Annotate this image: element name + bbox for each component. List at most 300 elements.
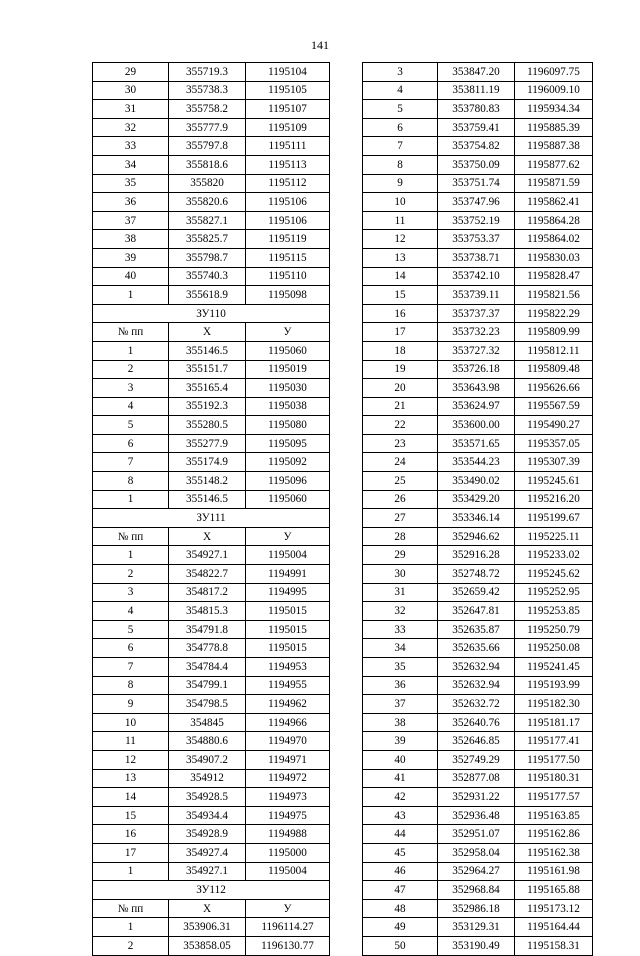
x-coordinate: 355758.2 [169,100,246,119]
y-coordinate: 1195181.17 [515,713,593,732]
point-number: 6 [363,118,438,137]
point-number: 1 [93,286,169,305]
y-coordinate: 1194995 [246,583,330,602]
table-row [93,193,330,212]
x-coordinate: 352968.84 [438,881,515,900]
y-coordinate: 1194971 [246,750,330,769]
page-number: 141 [311,38,329,52]
table-row [93,81,330,100]
y-coordinate: 1195862.41 [515,193,593,212]
point-number: 39 [363,732,438,751]
y-coordinate: 1195119 [246,230,330,249]
point-number: 3 [93,379,169,398]
y-coordinate: 1195158.31 [515,936,593,955]
table-row [93,750,330,769]
y-coordinate: 1195225.11 [515,527,593,546]
point-number: 35 [363,658,438,677]
table-row [363,825,593,844]
table-row [363,379,593,398]
table-row [363,490,593,509]
x-coordinate: 353600.00 [438,416,515,435]
coordinates-table-right [362,62,593,956]
y-coordinate: 1195000 [246,843,330,862]
point-number: 19 [363,360,438,379]
table-row [363,769,593,788]
y-coordinate: 1195193.99 [515,676,593,695]
y-coordinate: 1195095 [246,434,330,453]
x-coordinate: 355192.3 [169,397,246,416]
table-row [93,695,330,714]
x-coordinate: 353726.18 [438,360,515,379]
y-coordinate: 1195252.95 [515,583,593,602]
x-coordinate: 355280.5 [169,416,246,435]
x-coordinate: 355820 [169,174,246,193]
y-coordinate: 1195080 [246,416,330,435]
point-number: 41 [363,769,438,788]
table-row [363,788,593,807]
table-row [93,472,330,491]
x-coordinate: 354778.8 [169,639,246,658]
y-coordinate: 1194962 [246,695,330,714]
point-number: 5 [93,620,169,639]
y-coordinate: 1195177.50 [515,750,593,769]
x-coordinate: 355174.9 [169,453,246,472]
x-coordinate: 355798.7 [169,248,246,267]
x-coordinate: 352640.76 [438,713,515,732]
point-number: 46 [363,862,438,881]
y-coordinate: 1195177.41 [515,732,593,751]
table-row [93,713,330,732]
table-row [93,862,330,881]
table-row [93,63,330,82]
table-row [363,397,593,416]
point-number: 16 [363,304,438,323]
table-row [93,732,330,751]
point-number: 40 [363,750,438,769]
x-coordinate: 353429.20 [438,490,515,509]
y-coordinate: 1194970 [246,732,330,751]
section-title: ЗУ112 [93,881,330,900]
x-coordinate: 355738.3 [169,81,246,100]
point-number: 34 [363,639,438,658]
table-row [363,936,593,955]
table-row [363,881,593,900]
x-coordinate: 355827.1 [169,211,246,230]
point-number: 13 [363,248,438,267]
y-coordinate: 1195105 [246,81,330,100]
x-coordinate: 353750.09 [438,155,515,174]
y-coordinate: 1195112 [246,174,330,193]
column-header: № пп [93,323,169,342]
x-coordinate: 354912 [169,769,246,788]
y-coordinate: 1195173.12 [515,899,593,918]
x-coordinate: 355618.9 [169,286,246,305]
x-coordinate: 353754.82 [438,137,515,156]
table-row [93,936,330,955]
table-row [363,434,593,453]
x-coordinate: 353190.49 [438,936,515,955]
table-row [363,472,593,491]
y-coordinate: 1195490.27 [515,416,593,435]
table-row [363,63,593,82]
table-row [93,806,330,825]
y-coordinate: 1195864.02 [515,230,593,249]
x-coordinate: 354791.8 [169,620,246,639]
table-row [93,843,330,862]
x-coordinate: 355277.9 [169,434,246,453]
y-coordinate: 1194973 [246,788,330,807]
x-coordinate: 354907.2 [169,750,246,769]
point-number: 37 [93,211,169,230]
point-number: 11 [363,211,438,230]
y-coordinate: 1195092 [246,453,330,472]
x-coordinate: 353811.19 [438,81,515,100]
y-coordinate: 1195110 [246,267,330,286]
point-number: 10 [363,193,438,212]
x-coordinate: 352632.94 [438,658,515,677]
point-number: 23 [363,434,438,453]
column-header: У [246,899,330,918]
table-row [93,602,330,621]
table-row [363,750,593,769]
table-row [363,658,593,677]
x-coordinate: 353732.23 [438,323,515,342]
table-row [363,620,593,639]
table-row [363,676,593,695]
point-number: 14 [363,267,438,286]
column-header: № пп [93,899,169,918]
x-coordinate: 353490.02 [438,472,515,491]
y-coordinate: 1195885.39 [515,118,593,137]
x-coordinate: 355148.2 [169,472,246,491]
y-coordinate: 1195113 [246,155,330,174]
point-number: 32 [363,602,438,621]
column-header: Х [169,323,246,342]
x-coordinate: 352931.22 [438,788,515,807]
point-number: 16 [93,825,169,844]
table-row [93,379,330,398]
x-coordinate: 355820.6 [169,193,246,212]
y-coordinate: 1195245.61 [515,472,593,491]
table-row [93,360,330,379]
y-coordinate: 1194988 [246,825,330,844]
y-coordinate: 1195307.39 [515,453,593,472]
point-number: 47 [363,881,438,900]
y-coordinate: 1195822.29 [515,304,593,323]
point-number: 33 [93,137,169,156]
point-number: 2 [93,565,169,584]
table-row [363,713,593,732]
table-row [93,434,330,453]
point-number: 22 [363,416,438,435]
table-row [363,155,593,174]
y-coordinate: 1195096 [246,472,330,491]
y-coordinate: 1195162.38 [515,843,593,862]
y-coordinate: 1195887.38 [515,137,593,156]
x-coordinate: 353752.19 [438,211,515,230]
x-coordinate: 353906.31 [169,918,246,937]
point-number: 11 [93,732,169,751]
x-coordinate: 353544.23 [438,453,515,472]
point-number: 25 [363,472,438,491]
x-coordinate: 352964.27 [438,862,515,881]
table-row [93,286,330,305]
y-coordinate: 1195357.05 [515,434,593,453]
point-number: 4 [93,397,169,416]
point-number: 3 [363,63,438,82]
column-header: Х [169,527,246,546]
table-row [93,174,330,193]
y-coordinate: 1195106 [246,193,330,212]
point-number: 32 [93,118,169,137]
point-number: 9 [363,174,438,193]
point-number: 33 [363,620,438,639]
x-coordinate: 354927.1 [169,862,246,881]
point-number: 31 [363,583,438,602]
x-coordinate: 355797.8 [169,137,246,156]
x-coordinate: 352632.72 [438,695,515,714]
x-coordinate: 354928.9 [169,825,246,844]
x-coordinate: 354927.4 [169,843,246,862]
x-coordinate: 353753.37 [438,230,515,249]
table-row [363,323,593,342]
table-row [93,397,330,416]
y-coordinate: 1195250.79 [515,620,593,639]
point-number: 24 [363,453,438,472]
y-coordinate: 1194955 [246,676,330,695]
x-coordinate: 354927.1 [169,546,246,565]
x-coordinate: 352936.48 [438,806,515,825]
x-coordinate: 352646.85 [438,732,515,751]
table-row [363,267,593,286]
y-coordinate: 1195004 [246,862,330,881]
point-number: 26 [363,490,438,509]
y-coordinate: 1195821.56 [515,286,593,305]
point-number: 27 [363,509,438,528]
x-coordinate: 352951.07 [438,825,515,844]
x-coordinate: 352877.08 [438,769,515,788]
table-row [93,788,330,807]
point-number: 8 [93,676,169,695]
table-row [93,416,330,435]
y-coordinate: 1195019 [246,360,330,379]
y-coordinate: 1195245.62 [515,565,593,584]
point-number: 15 [363,286,438,305]
point-number: 5 [363,100,438,119]
column-header: № пп [93,527,169,546]
y-coordinate: 1195812.11 [515,341,593,360]
x-coordinate: 354880.6 [169,732,246,751]
point-number: 2 [93,936,169,955]
y-coordinate: 1195164.44 [515,918,593,937]
x-coordinate: 353738.71 [438,248,515,267]
table-row [363,862,593,881]
point-number: 17 [363,323,438,342]
point-number: 13 [93,769,169,788]
table-row [93,639,330,658]
table-row [363,304,593,323]
y-coordinate: 1195104 [246,63,330,82]
table-row [363,286,593,305]
y-coordinate: 1195809.99 [515,323,593,342]
x-coordinate: 352748.72 [438,565,515,584]
column-header: У [246,323,330,342]
point-number: 39 [93,248,169,267]
y-coordinate: 1195030 [246,379,330,398]
point-number: 4 [93,602,169,621]
x-coordinate: 353759.41 [438,118,515,137]
table-row [363,843,593,862]
x-coordinate: 353129.31 [438,918,515,937]
y-coordinate: 1194966 [246,713,330,732]
y-coordinate: 1195015 [246,620,330,639]
y-coordinate: 1195871.59 [515,174,593,193]
table-row [363,341,593,360]
point-number: 7 [93,658,169,677]
table-row [363,211,593,230]
x-coordinate: 352946.62 [438,527,515,546]
point-number: 7 [93,453,169,472]
x-coordinate: 355777.9 [169,118,246,137]
column-header-row [93,527,330,546]
y-coordinate: 1195111 [246,137,330,156]
point-number: 36 [93,193,169,212]
x-coordinate: 353739.11 [438,286,515,305]
table-row [93,490,330,509]
x-coordinate: 355165.4 [169,379,246,398]
point-number: 36 [363,676,438,695]
table-row [93,676,330,695]
y-coordinate: 1195115 [246,248,330,267]
point-number: 45 [363,843,438,862]
point-number: 48 [363,899,438,918]
y-coordinate: 1195060 [246,341,330,360]
y-coordinate: 1195109 [246,118,330,137]
table-row [93,267,330,286]
section-title-row [93,881,330,900]
point-number: 40 [93,267,169,286]
table-row [93,155,330,174]
table-row [93,546,330,565]
point-number: 31 [93,100,169,119]
point-number: 2 [93,360,169,379]
y-coordinate: 1195098 [246,286,330,305]
table-row [93,230,330,249]
y-coordinate: 1195216.20 [515,490,593,509]
y-coordinate: 1195161.98 [515,862,593,881]
x-coordinate: 355740.3 [169,267,246,286]
x-coordinate: 353780.83 [438,100,515,119]
y-coordinate: 1195877.62 [515,155,593,174]
point-number: 6 [93,639,169,658]
table-row [363,174,593,193]
point-number: 29 [363,546,438,565]
table-row [93,211,330,230]
y-coordinate: 1196009.10 [515,81,593,100]
x-coordinate: 355151.7 [169,360,246,379]
section-title-row [93,304,330,323]
point-number: 29 [93,63,169,82]
table-row [363,583,593,602]
table-row [93,658,330,677]
x-coordinate: 355146.5 [169,490,246,509]
y-coordinate: 1194991 [246,565,330,584]
table-row [93,769,330,788]
y-coordinate: 1195015 [246,639,330,658]
point-number: 1 [93,862,169,881]
table-row [363,527,593,546]
x-coordinate: 352635.66 [438,639,515,658]
point-number: 30 [363,565,438,584]
x-coordinate: 352916.28 [438,546,515,565]
y-coordinate: 1195934.34 [515,100,593,119]
point-number: 17 [93,843,169,862]
y-coordinate: 1196114.27 [246,918,330,937]
table-row [363,230,593,249]
point-number: 5 [93,416,169,435]
point-number: 15 [93,806,169,825]
y-coordinate: 1195060 [246,490,330,509]
point-number: 50 [363,936,438,955]
table-row [363,899,593,918]
x-coordinate: 352635.87 [438,620,515,639]
point-number: 10 [93,713,169,732]
x-coordinate: 354784.4 [169,658,246,677]
x-coordinate: 355719.3 [169,63,246,82]
section-title: ЗУ111 [93,509,330,528]
point-number: 49 [363,918,438,937]
x-coordinate: 353847.20 [438,63,515,82]
table-row [363,639,593,658]
y-coordinate: 1195165.88 [515,881,593,900]
table-row [363,137,593,156]
table-row [363,546,593,565]
column-header-row [93,323,330,342]
section-title-row [93,509,330,528]
y-coordinate: 1194953 [246,658,330,677]
table-row [93,453,330,472]
x-coordinate: 352749.29 [438,750,515,769]
point-number: 12 [93,750,169,769]
point-number: 28 [363,527,438,546]
y-coordinate: 1195567.59 [515,397,593,416]
x-coordinate: 352647.81 [438,602,515,621]
x-coordinate: 354822.7 [169,565,246,584]
y-coordinate: 1195626.66 [515,379,593,398]
y-coordinate: 1195162.86 [515,825,593,844]
table-row [363,695,593,714]
table-row [363,360,593,379]
table-row [363,193,593,212]
table-row [93,341,330,360]
point-number: 37 [363,695,438,714]
y-coordinate: 1195015 [246,602,330,621]
y-coordinate: 1195253.85 [515,602,593,621]
x-coordinate: 354928.5 [169,788,246,807]
point-number: 42 [363,788,438,807]
y-coordinate: 1195163.85 [515,806,593,825]
x-coordinate: 353571.65 [438,434,515,453]
y-coordinate: 1195250.08 [515,639,593,658]
point-number: 8 [363,155,438,174]
point-number: 43 [363,806,438,825]
y-coordinate: 1195004 [246,546,330,565]
x-coordinate: 353747.96 [438,193,515,212]
table-row [93,565,330,584]
table-row [363,602,593,621]
x-coordinate: 353858.05 [169,936,246,955]
x-coordinate: 354934.4 [169,806,246,825]
